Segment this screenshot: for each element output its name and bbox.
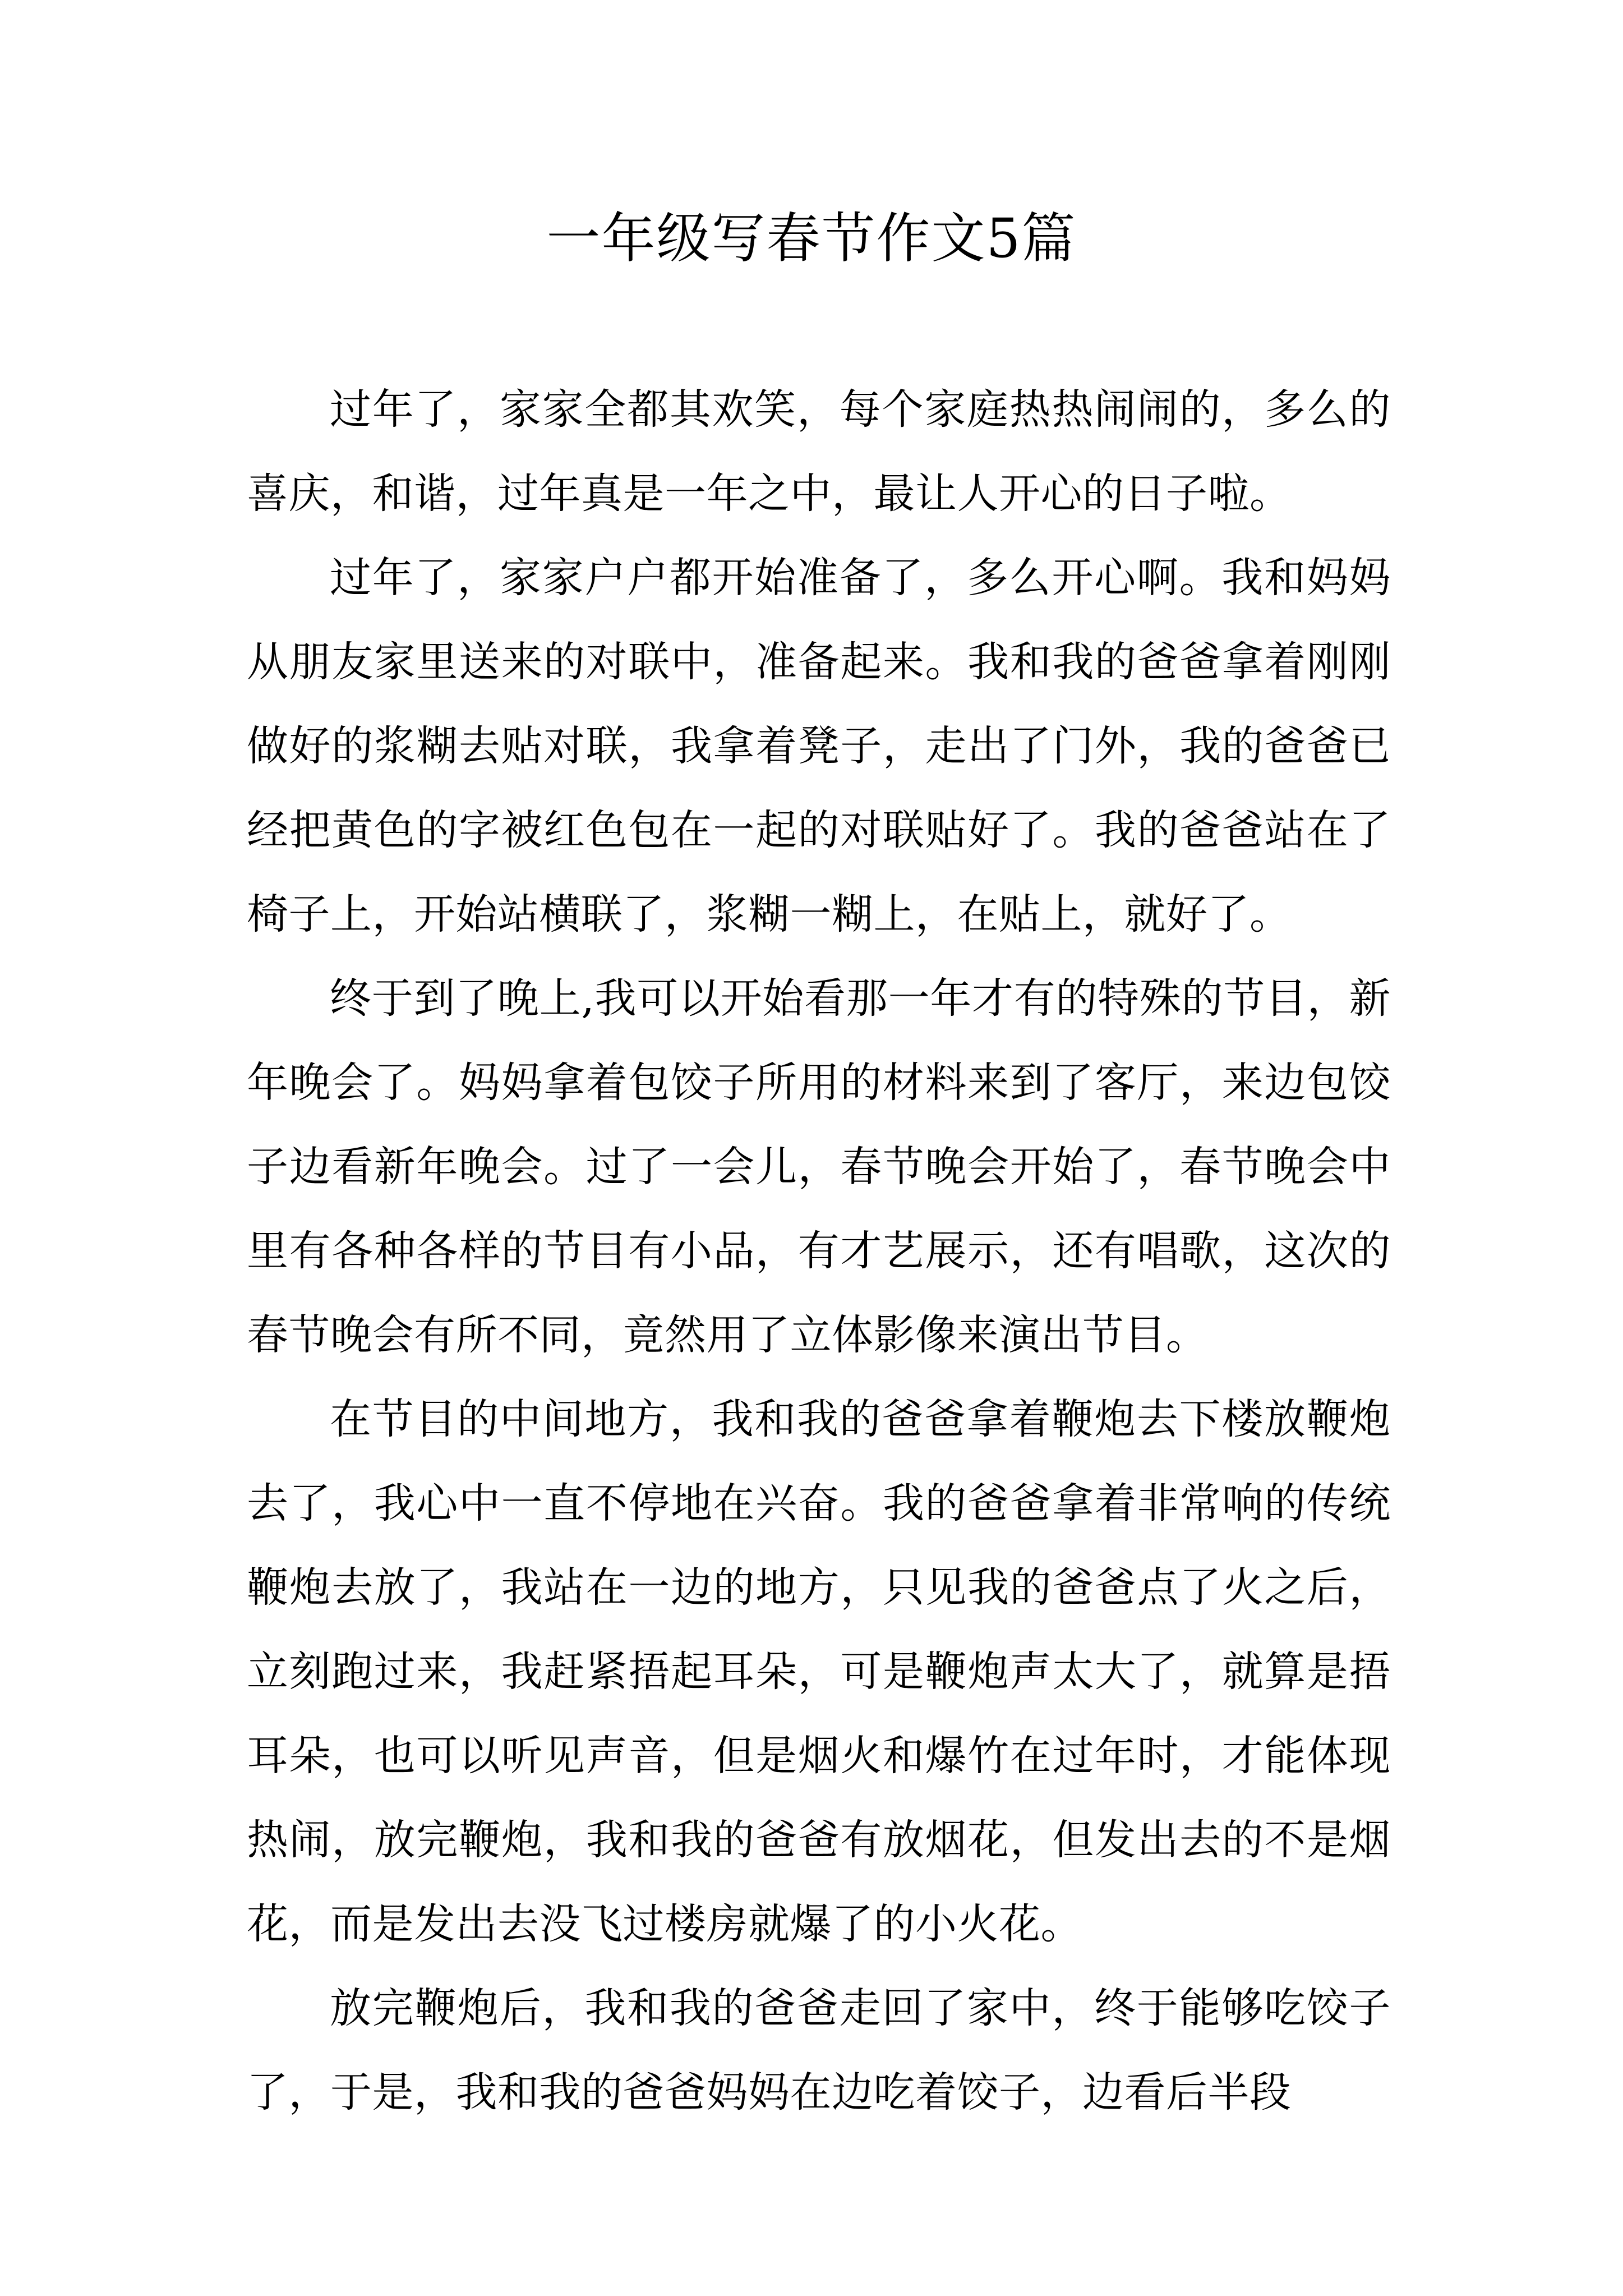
paragraph-5: 放完鞭炮后，我和我的爸爸走回了家中，终于能够吃饺子了，于是，我和我的爸爸妈妈在边吃着饺子，边看后半段 (247, 1984, 1391, 2116)
paragraph-2: 过年了，家家户户都开始准备了，多么开心啊。我和妈妈从朋友家里送来的对联中，准备起来。我和我的爸爸拿着刚刚做好的浆糊去贴对联，我拿着凳子，走出了门外，我的爸爸已经把黄色的字被红色包在一起的对联贴好了。我的爸爸站在了椅子上，开始站横联了，浆糊一糊上，在贴上，就好了。 (247, 554, 1391, 938)
document-body (247, 367, 1391, 2134)
paragraph-3: 终于到了晚上,我可以开始看那一年才有的特殊的节目，新年晚会了。妈妈拿着包饺子所用的材料来到了客厅，来边包饺子边看新年晚会。过了一会儿，春节晚会开始了，春节晚会中里有各种各样的节目有小品，有才艺展示，还有唱歌，这次的春节晚会有所不同，竟然用了立体影像来演出节目。 (247, 974, 1391, 1359)
paragraph-1: 过年了，家家全都其欢笑，每个家庭热热闹闹的，多么的喜庆，和谐，过年真是一年之中，最让人开心的日子啦。 (247, 385, 1391, 518)
document-title: 一年级写春节作文5篇 (546, 207, 1077, 270)
paragraph-4: 在节目的中间地方，我和我的爸爸拿着鞭炮去下楼放鞭炮去了，我心中一直不停地在兴奋。我的爸爸拿着非常响的传统鞭炮去放了，我站在一边的地方，只见我的爸爸点了火之后，立刻跑过来，我赶紧捂起耳朵，可是鞭炮声太大了，就算是捂耳朵，也可以听见声音，但是烟火和爆竹在过年时，才能体现热闹，放完鞭炮，我和我的爸爸有放烟花，但发出去的不是烟花，而是发出去没飞过楼房就爆了的小火花。 (247, 1395, 1391, 1948)
